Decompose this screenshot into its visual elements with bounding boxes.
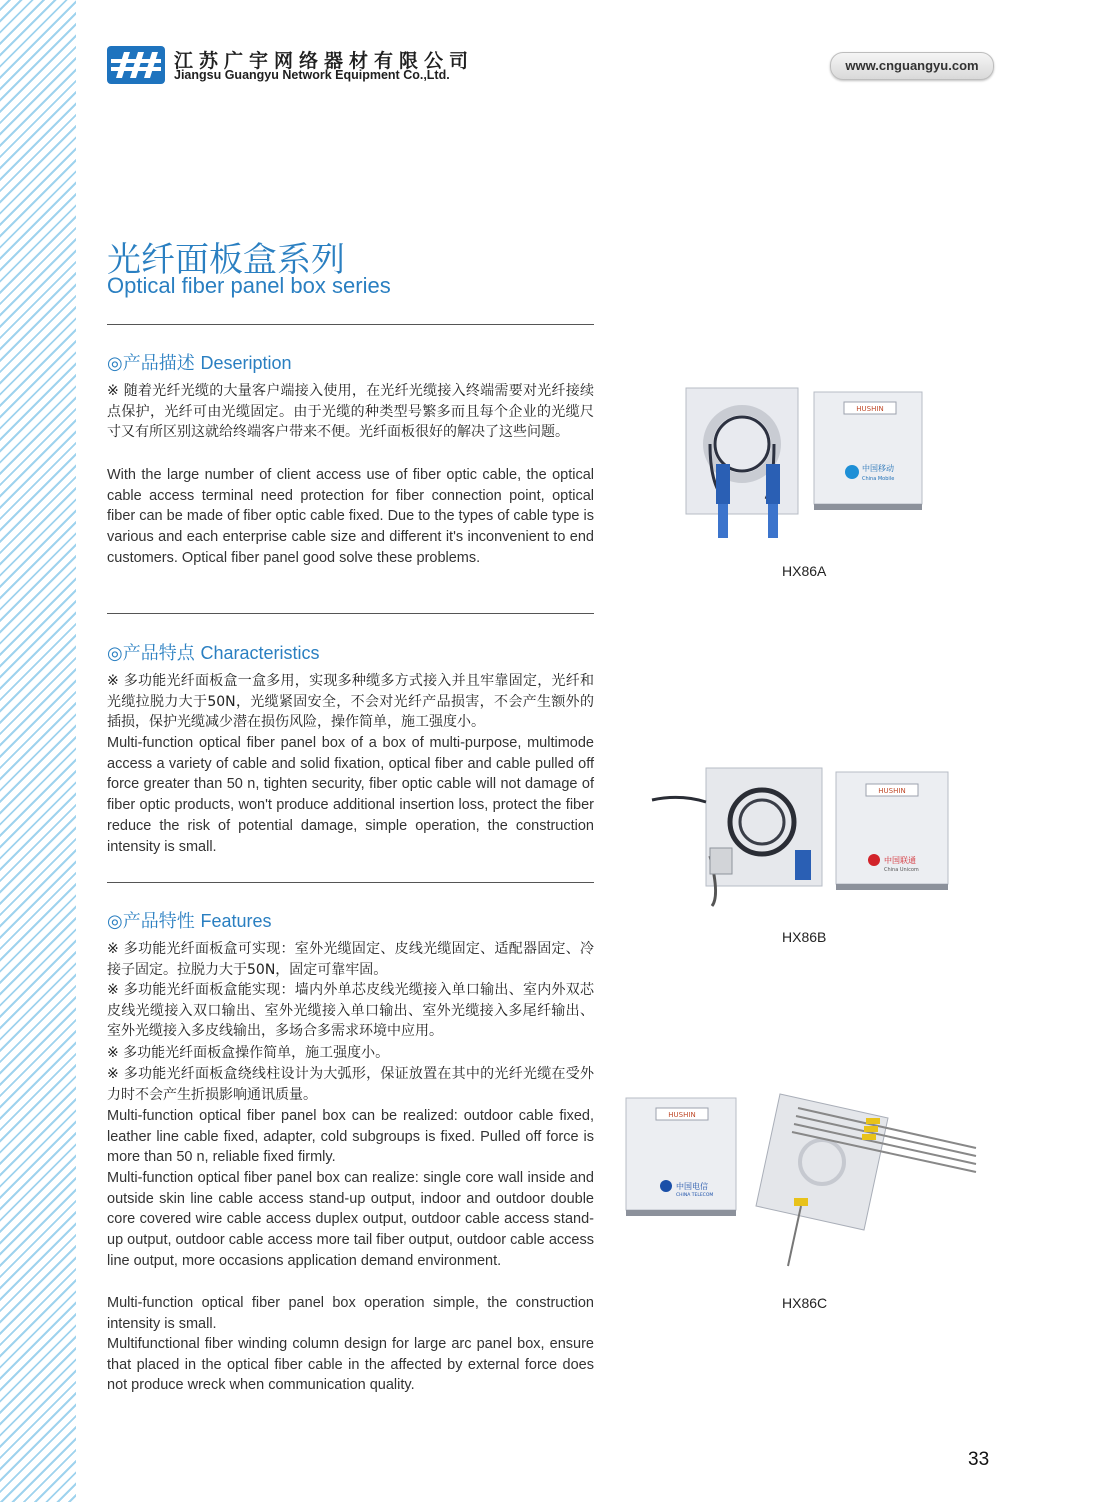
features-text-en-4: Multifunctional fiber winding column design for large arc panel box, ensure that placed in the optical fiber cable in the affected by external force does not produce wreck when communication quality. (107, 1336, 594, 1394)
hx86a-brand: HUSHIN (856, 405, 884, 413)
characteristics-text-cn: ※ 多功能光纤面板盒一盒多用，实现多种缆多方式接入并且牢靠固定，光纤和光缆拉脱力大于50N，光缆紧固安全，不会对光纤产品损害，不会产生额外的插损，保护光缆减少潜在损伤风险，操作简单，施工强度小。 (107, 673, 594, 731)
website-badge[interactable]: www.cnguangyu.com (830, 52, 994, 80)
product-image-hx86a (680, 384, 930, 546)
hx86c-carrier-en: CHINA TELECOM (676, 1193, 714, 1198)
hx86a-carrier-en: China Mobile (862, 476, 895, 482)
divider (107, 882, 594, 883)
hx86c-carrier-cn: 中国电信 (676, 1182, 708, 1191)
page-title-en: Optical fiber panel box series (107, 273, 391, 298)
characteristics-text-en: Multi-function optical fiber panel box of a box of multi-purpose, multimode access a variety of cable and solid fixation, optical fiber and cable pulled off force greater than 50 n, tighten security, fiber optic cable will not damage of fiber optic products, won't produce additional insertion loss, protect the fiber reduce the risk of potential damage, simple operation, the construction intensity is small. (107, 735, 594, 855)
divider (107, 613, 594, 614)
divider (107, 324, 594, 325)
page-title-cn: 光纤面板盒系列 (107, 240, 345, 280)
features-text-cn-1: ※ 多功能光纤面板盒可实现：室外光缆固定、皮线光缆固定、适配器固定、冷接子固定。拉脱力大于50N，固定可靠牢固。 (107, 941, 594, 978)
heading-cn: ◎产品特性 (107, 911, 195, 932)
features-text-cn-4: ※ 多功能光纤面板盒绕线柱设计为大弧形，保证放置在其中的光纤光缆在受外力时不会产生折损影响通讯质量。 (107, 1066, 594, 1103)
heading-cn: ◎产品描述 (107, 353, 195, 374)
section-heading-characteristics (107, 639, 319, 665)
hx86b-brand: HUSHIN (878, 787, 906, 795)
product-caption-hx86a: HX86A (782, 563, 827, 579)
features-text-cn-3: ※ 多功能光纤面板盒操作简单，施工强度小。 (107, 1045, 390, 1061)
features-text-en-1: Multi-function optical fiber panel box can be realized: outdoor cable fixed, leather line cable fixed, adapter, cold subgroups is fixed. Pulled off force is more than 50 n, reliable fixed firmly. (107, 1108, 594, 1166)
product-image-hx86c (620, 1090, 980, 1270)
company-logo (107, 46, 165, 84)
company-name-cn: 江苏广宇网络器材有限公司 (174, 50, 475, 72)
page-number: 33 (968, 1449, 990, 1470)
product-image-hx86b (650, 764, 980, 914)
heading-cn: ◎产品特点 (107, 643, 195, 664)
product-caption-hx86c: HX86C (782, 1295, 828, 1311)
hx86a-carrier-cn: 中国移动 (862, 464, 894, 473)
description-text-en: With the large number of client access use of fiber optic cable, the optical cable access terminal need protection for fiber connection point, optical fiber can be made of fiber optic cable fixed. Due to the types of cable type is various and each enterprise cable size and different it's inconvenient to end customers. Optical fiber panel good solve these problems. (107, 467, 594, 566)
hx86c-brand: HUSHIN (668, 1111, 696, 1119)
description-text-cn: ※ 随着光纤光缆的大量客户端接入使用，在光纤光缆接入终端需要对光纤接续点保护，光纤可由光缆固定。由于光缆的种类型号繁多而且每个企业的光缆尺寸又有所区别这就给终端客户带来不便。光纤面板很好的解决了这些问题。 (107, 383, 594, 441)
features-text-cn-2: ※ 多功能光纤面板盒能实现：墙内外单芯皮线光缆接入单口输出、室内外双芯皮线光缆接入双口输出、室外光缆接入单口输出、室外光缆接入多尾纤输出、室外光缆接入多皮线输出，多场合多需求环境中应用。 (107, 982, 594, 1040)
heading-en: Features (200, 911, 272, 931)
section-heading-features (107, 907, 272, 933)
hx86b-carrier-en: China Unicom (884, 867, 919, 873)
company-name-en: Jiangsu Guangyu Network Equipment Co.,Ltd. (174, 68, 450, 82)
heading-en: Characteristics (200, 643, 320, 663)
heading-en: Deseription (200, 353, 292, 373)
section-heading-description (107, 349, 292, 375)
decorative-stripe-border (0, 0, 76, 1502)
features-text-en-2: Multi-function optical fiber panel box can realize: single core wall inside and outside skin line cable access stand-up output, indoor and outdoor double core covered wire cable access duplex output, outdoor cable access stand-up output, outdoor cable access more tail fiber output, outdoor cable access line output, more occasions application demand environment. (107, 1170, 594, 1269)
product-caption-hx86b: HX86B (782, 929, 827, 945)
hx86b-carrier-cn: 中国联通 (884, 856, 916, 865)
features-text-en-3: Multi-function optical fiber panel box operation simple, the construction intensity is small. (107, 1295, 594, 1332)
